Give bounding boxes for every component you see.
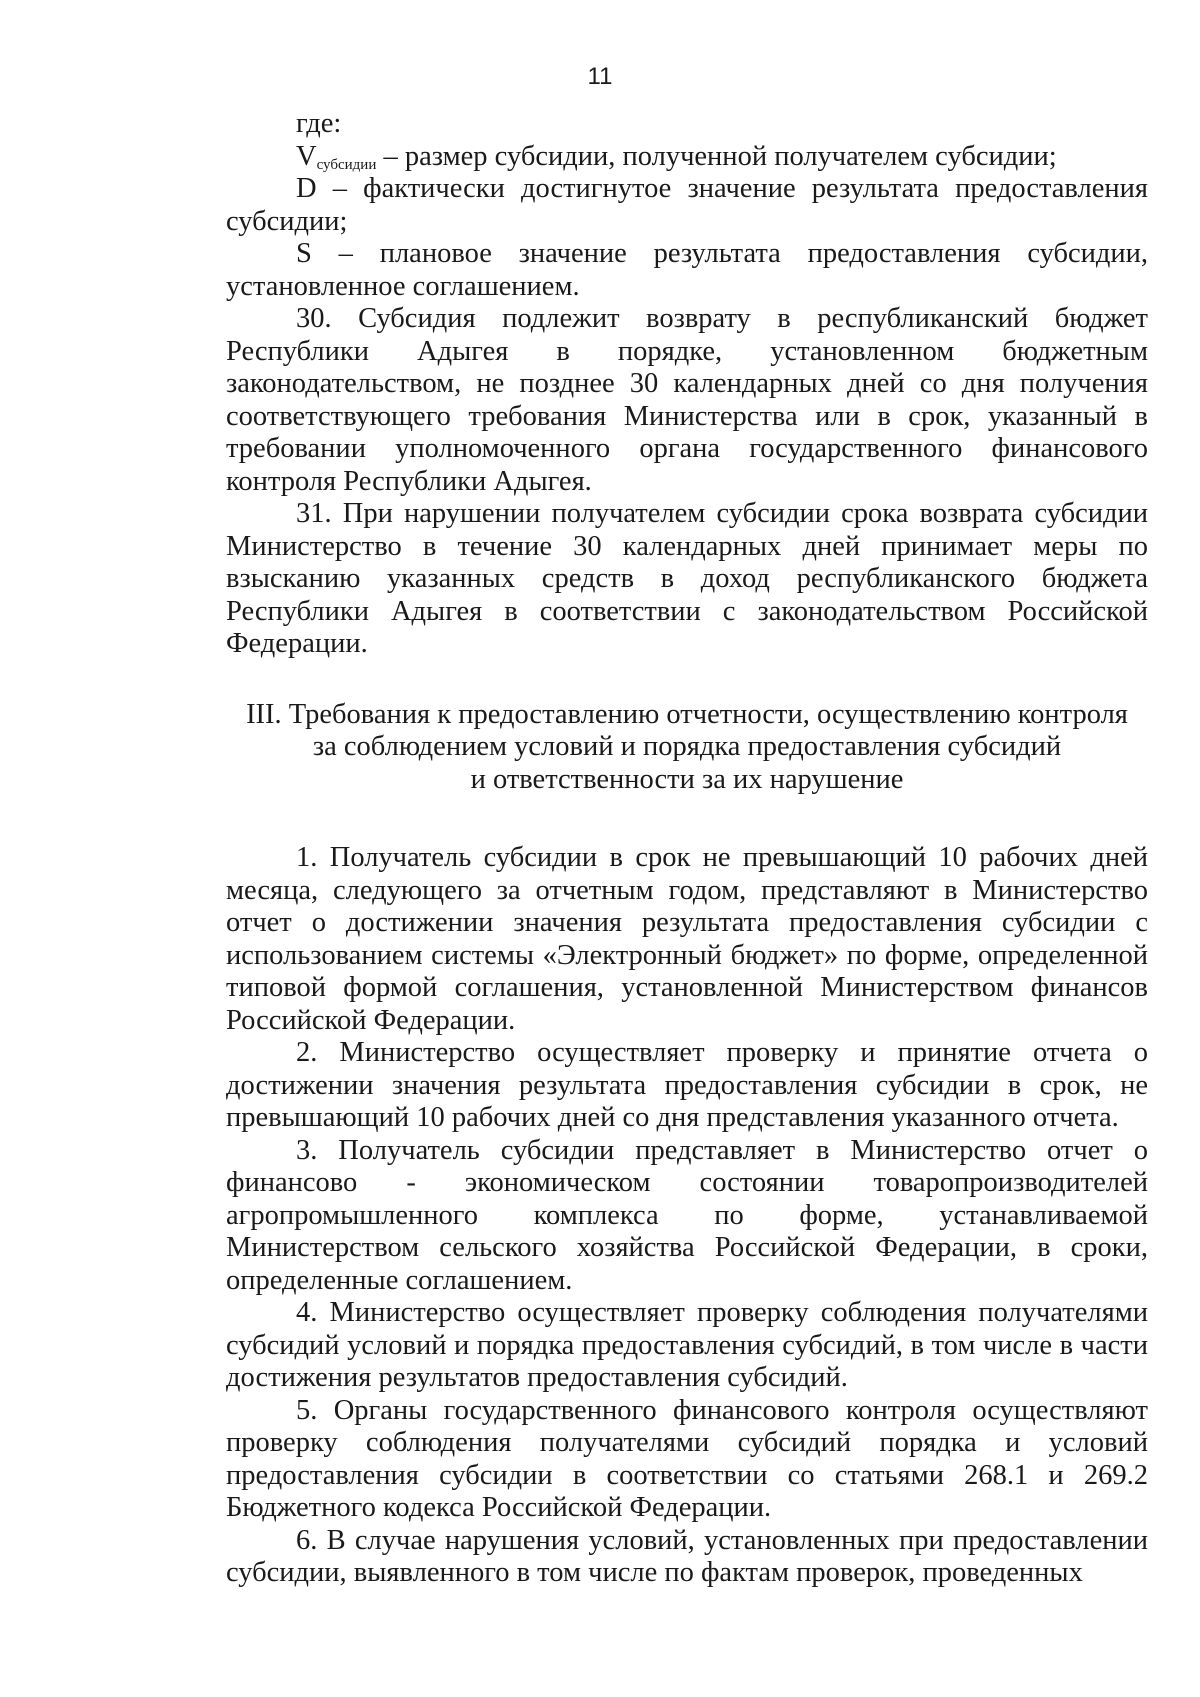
- section-heading-line-2: за соблюдением условий и порядка предоставления субсидий: [312, 731, 1062, 762]
- v-subscript: субсидии: [316, 156, 377, 173]
- clause-3: 3. Получатель субсидии представляет в Министерство отчет о финансово - экономическом состоянии товаропроизводителей агропромышленного комплекса по форме, устанавливаемой Министерством сельского хозяйства Российской Федерации, в сроки, определенные соглашением.: [226, 1134, 1148, 1296]
- v-definition-text: – размер субсидии, полученной получателем субсидии;: [376, 140, 1057, 172]
- clause-4: 4. Министерство осуществляет проверку соблюдения получателями субсидий условий и порядка предоставления субсидий, в том числе в части достижения результатов предоставления субсидий.: [226, 1297, 1148, 1393]
- clause-30: 30. Субсидия подлежит возврату в республиканский бюджет Республики Адыгея в порядке, установленном бюджетным законодательством, не позднее 30 календарных дней со дня получения соответствующего требования Министерства или в срок, указанный в требовании уполномоченного органа государственного финансового контроля Республики Адыгея.: [226, 303, 1148, 497]
- section-heading-line-3: и ответственности за их нарушение: [470, 763, 904, 795]
- clause-1: 1. Получатель субсидии в срок не превышающий 10 рабочих дней месяца, следующего за отчетным годом, представляют в Министерство отчет о достижении значения результата предоставления субсидии с использованием системы «Электронный бюджет» по форме, определенной типовой формой соглашения, установленной Министерством финансов Российской Федерации.: [226, 842, 1148, 1036]
- section-heading: [226, 699, 1148, 797]
- section-heading-line-1: III. Требования к предоставлению отчетности, осуществлению контроля: [246, 698, 1128, 730]
- where-label: где:: [296, 108, 342, 139]
- definition-v: [226, 141, 1148, 174]
- document-body: [226, 108, 1148, 1590]
- clause-5: 5. Органы государственного финансового контроля осуществляют проверку соблюдения получателями субсидий порядка и условий предоставления субсидии в соответствии со статьями 268.1 и 269.2 Бюджетного кодекса Российской Федерации.: [226, 1394, 1148, 1523]
- clause-31: 31. При нарушении получателем субсидии срока возврата субсидии Министерство в течение 30 календарных дней принимает меры по взысканию указанных средств в доход республиканского бюджета Республики Адыгея в соответствии с законодательством Российской Федерации.: [226, 498, 1148, 659]
- definition-s: S – плановое значение результата предоставления субсидии, установленное соглашением.: [226, 238, 1148, 302]
- page-number: 11: [587, 63, 613, 90]
- definition-d: D – фактически достигнутое значение результата предоставления субсидии;: [226, 173, 1148, 237]
- clause-6: 6. В случае нарушения условий, установленных при предоставлении субсидии, выявленного в том числе по фактам проверок, проведенных: [226, 1524, 1148, 1588]
- v-symbol: V: [296, 140, 317, 172]
- clause-2: 2. Министерство осуществляет проверку и принятие отчета о достижении значения результата предоставления субсидии в срок, не превышающий 10 рабочих дней со дня представления указанного отчета.: [226, 1037, 1148, 1133]
